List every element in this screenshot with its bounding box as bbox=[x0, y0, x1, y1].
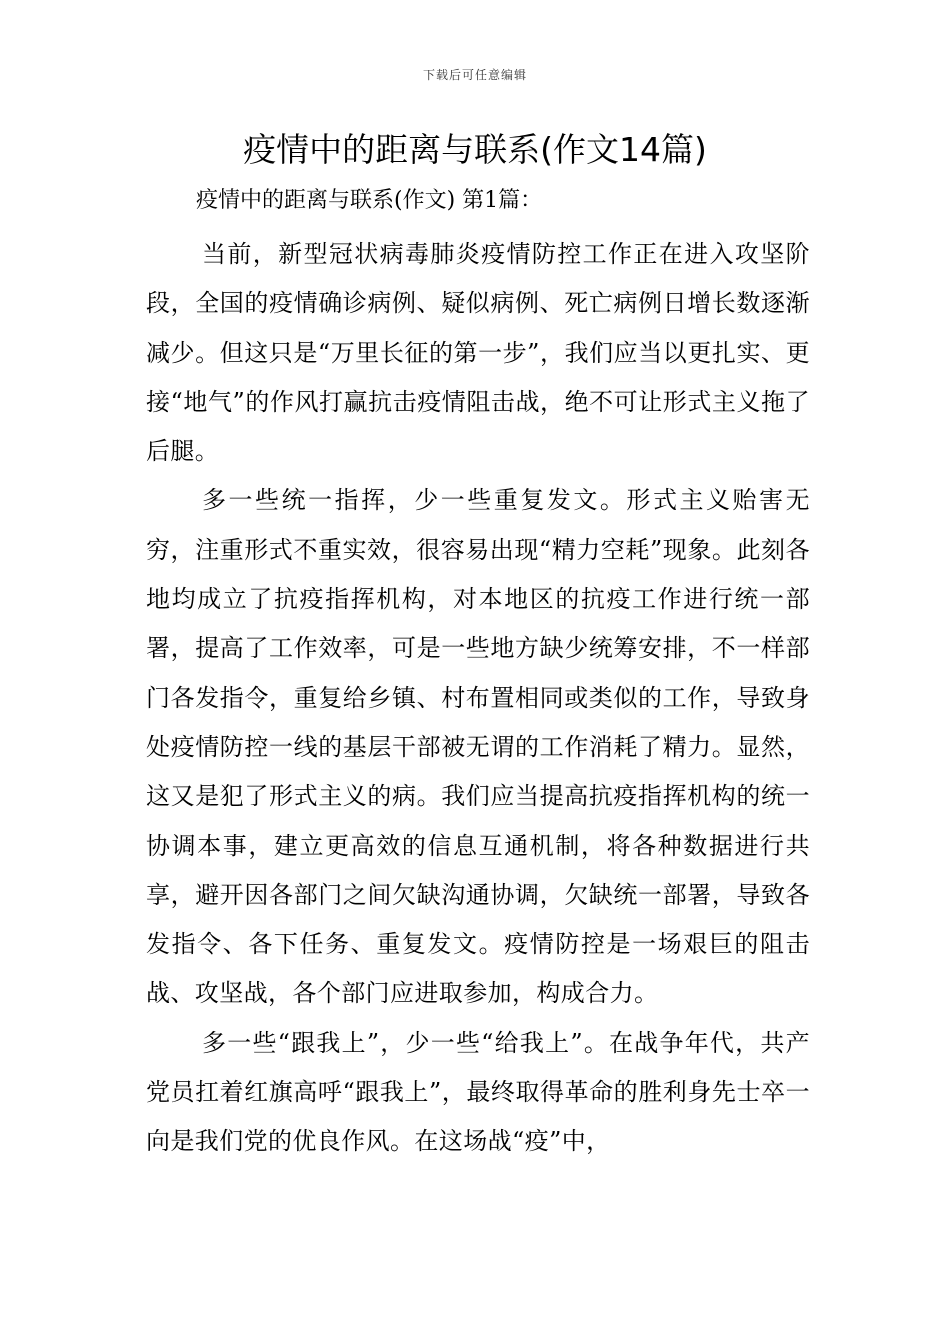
section-subtitle: 疫情中的距离与联系(作文) 第1篇： bbox=[196, 188, 543, 213]
document-title: 疫情中的距离与联系(作文14篇) bbox=[243, 130, 707, 169]
paragraph-1: 当前，新型冠状病毒肺炎疫情防控工作正在进入攻坚阶段，全国的疫情确诊病例、疑似病例、死亡病例日增长数逐渐减少。但这只是“万里长征的第一步”，我们应当以更扎实、更接“地气”的作风打赢抗击疫情阻击战，绝不可让形式主义拖了后腿。 bbox=[146, 240, 810, 466]
paragraph-2: 多一些统一指挥，少一些重复发文。形式主义贻害无穷，注重形式不重实效，很容易出现“精力空耗”现象。此刻各地均成立了抗疫指挥机构，对本地区的抗疫工作进行统一部署，提高了工作效率，可是一些地方缺少统筹安排，不一样部门各发指令，重复给乡镇、村布置相同或类似的工作，导致身处疫情防控一线的基层干部被无谓的工作消耗了精力。显然，这又是犯了形式主义的病。我们应当提高抗疫指挥机构的统一协调本事，建立更高效的信息互通机制，将各种数据进行共享，避开因各部门之间欠缺沟通协调，欠缺统一部署，导致各发指令、各下任务、重复发文。疫情防控是一场艰巨的阻击战、攻坚战，各个部门应进取参加，构成合力。 bbox=[146, 486, 810, 1008]
body-text bbox=[146, 230, 810, 1167]
paragraph-3: 多一些“跟我上”，少一些“给我上”。在战争年代，共产党员扛着红旗高呼“跟我上”，最终取得革命的胜利身先士卒一向是我们党的优良作风。在这场战“疫”中， bbox=[146, 1028, 810, 1156]
header-note: 下载后可任意编辑 bbox=[422, 68, 527, 82]
